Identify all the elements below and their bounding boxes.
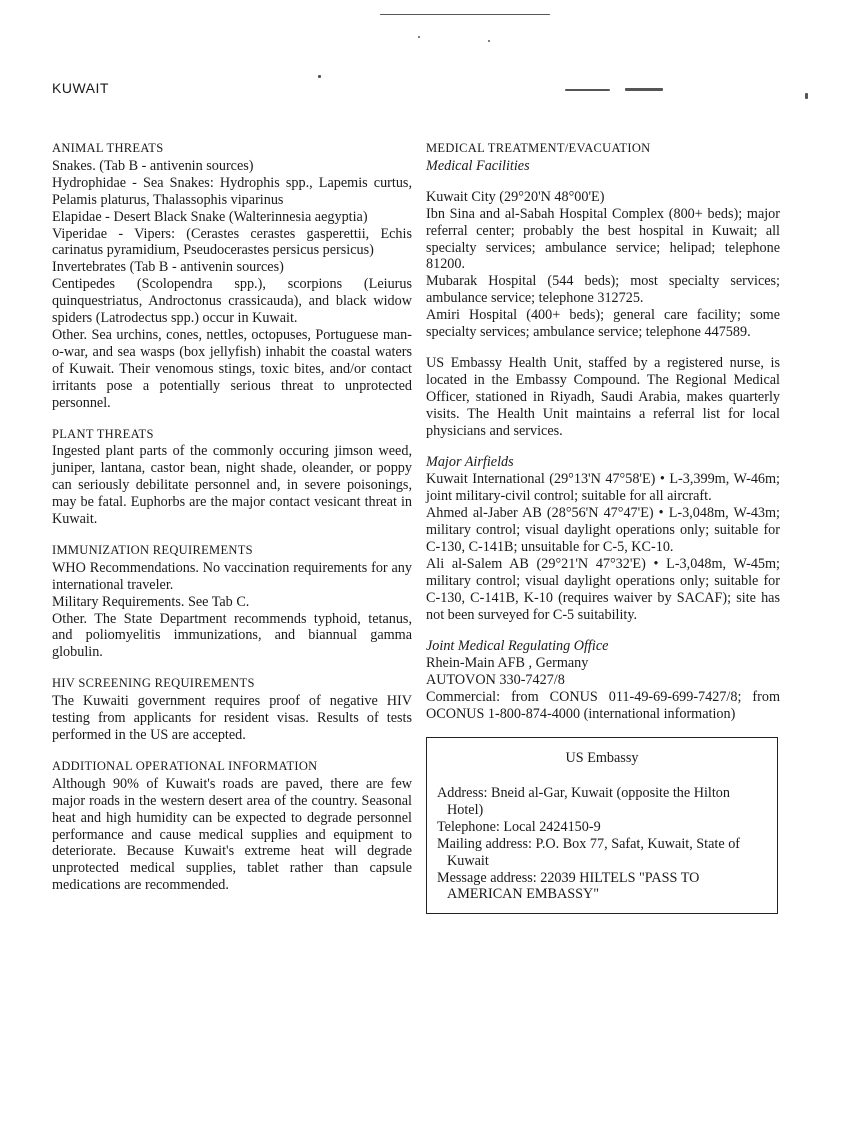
jmro-heading: Joint Medical Regulating Office	[426, 637, 609, 654]
facility-item: Amiri Hospital (400+ beds); general care facility; some specialty services; ambulance service; telephone 447589.	[426, 307, 780, 341]
embassy-health-unit: US Embassy Health Unit, staffed by a registered nurse, is located in the Embassy Compound. The Regional Medical Officer, stationed in Riyadh, Saudi Arabia, makes quarterly visits. The Health Unit maintains a referral list for local physicians and services.	[426, 354, 780, 439]
scan-speck	[565, 89, 610, 91]
paragraph: Invertebrates (Tab B - antivenin sources)	[52, 259, 284, 276]
airfield-item: Kuwait International (29°13'N 47°58'E) • L-3,399m, W-46m; joint military-civil control; suitable for all aircraft.	[426, 471, 780, 505]
animal-threats-section	[52, 140, 412, 412]
embassy-address: Address: Bneid al-Gar, Kuwait (opposite the Hilton Hotel)	[437, 785, 730, 818]
plant-threats-heading: PLANT THREATS	[52, 426, 154, 441]
paragraph: Ingested plant parts of the commonly occuring jimson weed, juniper, lantana, castor bean, night shade, oleander, or poppy can seriously debilitate personnel and, in severe poisonings, may be fatal. Euphorbs are the major contact vesicant threat in Kuwait.	[52, 443, 412, 528]
facilities-list	[426, 189, 780, 341]
paragraph: Viperidae - Vipers: (Cerastes cerastes gasperettii, Echis carinatus pyramidium, Pseudocerastes persicus persicus)	[52, 225, 412, 259]
jmro-line: Rhein-Main AFB , Germany	[426, 655, 589, 672]
plant-threats-section	[52, 426, 412, 528]
embassy-telephone: Telephone: Local 2424150-9	[437, 818, 601, 835]
major-airfields-section	[426, 454, 780, 624]
embassy-mailing-address: Mailing address: P.O. Box 77, Safat, Kuwait, State of Kuwait	[437, 835, 741, 869]
medical-treatment-section	[426, 140, 780, 440]
jmro-line: AUTOVON 330-7427/8	[426, 672, 565, 689]
us-embassy-box	[426, 737, 778, 914]
animal-threats-heading: ANIMAL THREATS	[52, 141, 164, 155]
scan-speck	[488, 40, 490, 42]
scan-speck	[625, 88, 663, 91]
paragraph: The Kuwaiti government requires proof of negative HIV testing from applicants for resident visas. Results of tests performed in the US are accepted.	[52, 693, 412, 743]
jmro-line: Commercial: from CONUS 011-49-69-699-7427/8; from OCONUS 1-800-874-4000 (international information)	[426, 689, 780, 723]
paragraph: Centipedes (Scolopendra spp.), scorpions (Leiurus quinquestriatus, Androctonus crassicauda), and black widow spiders (Latrodectus spp.) occur in Kuwait.	[52, 276, 412, 327]
paragraph: Snakes. (Tab B - antivenin sources)	[52, 157, 254, 174]
city-line: Kuwait City (29°20'N 48°00'E)	[426, 188, 605, 205]
paragraph: Military Requirements. See Tab C.	[52, 593, 250, 610]
paragraph: Other. Sea urchins, cones, nettles, octopuses, Portuguese man-o-war, and sea wasps (box jellyfish) inhabit the coastal waters of Kuwait. Their venomous stings, toxic bites, and/or contact irritants pose a potentially serious threat to unprotected personnel.	[52, 326, 412, 411]
paragraph: WHO Recommendations. No vaccination requirements for any international traveler.	[52, 559, 412, 593]
scan-speck	[380, 14, 550, 15]
hiv-screening-heading: HIV SCREENING REQUIREMENTS	[52, 676, 255, 691]
paragraph: Although 90% of Kuwait's roads are paved, there are few major roads in the western desert area of the country. Seasonal heat and high humidity can be expected to degrade personnel performance and cause medical supplies and equipment to deteriorate. Because Kuwait's extreme heat will degrade unprotected medical supplies, tablet rather than capsule medications are recommended.	[52, 775, 412, 894]
embassy-message-address: Message address: 22039 HILTELS "PASS TO AMERICAN EMBASSY"	[437, 869, 700, 903]
paragraph: Other. The State Department recommends typhoid, tetanus, and poliomyelitis immunizations, and biannual gamma globulin.	[52, 610, 412, 661]
medical-treatment-heading: MEDICAL TREATMENT/EVACUATION	[426, 141, 651, 155]
jmro-section	[426, 638, 780, 724]
airfield-item: Ahmed al-Jaber AB (28°56'N 47°47'E) • L-3,048m, W-43m; military control; visual daylight operations only; suitable for C-130, C-141B; unsuitable for C-5, KC-10.	[426, 505, 780, 556]
airfield-item: Ali al-Salem AB (29°21'N 47°32'E) • L-3,048m, W-45m; military control; visual daylight operations only; suitable for C-130, C-141B, K-10 (requires waiver by SACAF); site has not been surveyed for C-5 suitability.	[426, 555, 780, 623]
major-airfields-heading: Major Airfields	[426, 453, 514, 470]
hiv-screening-section	[52, 675, 412, 744]
additional-info-section	[52, 758, 412, 894]
page-header-country: KUWAIT	[52, 80, 109, 96]
scan-speck	[805, 93, 808, 99]
scan-speck	[418, 36, 420, 38]
immunization-heading: IMMUNIZATION REQUIREMENTS	[52, 542, 253, 557]
scan-speck	[318, 75, 321, 78]
paragraph: Hydrophidae - Sea Snakes: Hydrophis spp., Lapemis curtus, Pelamis platurus, Thalassophis viparinus	[52, 174, 412, 208]
additional-info-heading: ADDITIONAL OPERATIONAL INFORMATION	[52, 758, 318, 773]
us-embassy-title: US Embassy	[565, 750, 639, 767]
immunization-section	[52, 542, 412, 661]
paragraph: Elapidae - Desert Black Snake (Walterinnesia aegyptia)	[52, 208, 368, 225]
medical-facilities-subheading: Medical Facilities	[426, 157, 530, 174]
right-column	[426, 140, 780, 914]
facility-item: Ibn Sina and al-Sabah Hospital Complex (800+ beds); major referral center; probably the best hospital in Kuwait; all specialty services; ambulance service; helipad; telephone 81200.	[426, 205, 780, 273]
left-column	[52, 140, 412, 908]
facility-item: Mubarak Hospital (544 beds); most specialty services; ambulance service; telephone 312725.	[426, 273, 780, 307]
